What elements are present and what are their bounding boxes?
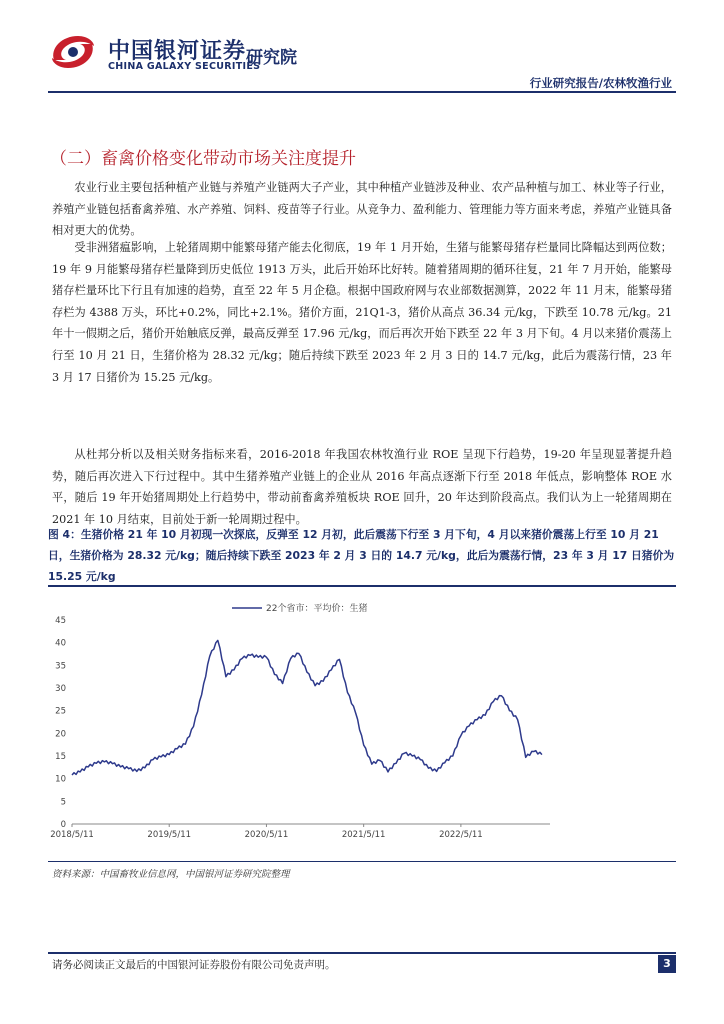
x-tick-label-3: 2021/5/11 — [341, 830, 386, 840]
legend-label: 22个省市：平均价：生猪 — [266, 604, 368, 614]
footer-divider — [48, 952, 676, 954]
page-number: 3 — [658, 955, 676, 973]
y-tick-label-6: 30 — [55, 684, 66, 694]
header-divider — [48, 91, 676, 93]
chart-legend — [232, 602, 367, 614]
y-tick-label-8: 40 — [55, 638, 66, 649]
institute-label: 研究院 — [246, 48, 297, 68]
source-divider — [48, 861, 676, 862]
y-tick-label-2: 10 — [55, 774, 66, 785]
hog-price-line — [72, 640, 542, 775]
paragraph-hog-cycle: 受非洲猪瘟影响，上轮猪周期中能繁母猪产能去化彻底，19 年 1 月开始，生猪与能繁母猪存栏量同比降幅达到两位数；19 年 9 月能繁母猪存栏量降到历史低位 1913 万头，此后开始环比好转。随着猪周期的循环往复，21 年 7 月开始，能繁母猪存栏量环比下行且有加速的趋势，直至 22 年 5 月企稳。根据中国政府网与农业部数据测算，2022 年 11 月末，能繁母猪存栏为 4388 万头，环比+0.2%，同比+2.1%。猪价方面，21Q1-3，猪价从高点 36.34 元/kg，下跌至 10.78 元/kg。21 年十一假期之后，猪价开始触底反弹，最高反弹至 17.96 元/kg，而后再次开始下跌至 22 年 3 月下旬。4 月以来猪价震荡上行至 10 月 21 日，生猪价格为 28.32 元/kg；随后持续下跌至 2023 年 2 月 3 日的 14.7 元/kg，此后为震荡行情，23 年 3 月 17 日猪价为 15.25 元/kg。 — [52, 241, 672, 384]
y-tick-label-5: 25 — [55, 706, 66, 717]
hog-price-chart — [40, 596, 560, 841]
brand-name-en: CHINA GALAXY SECURITIES — [108, 61, 261, 72]
y-tick-label-7: 35 — [55, 661, 66, 672]
y-tick-label-1: 5 — [60, 797, 66, 808]
y-axis — [55, 616, 66, 830]
x-tick-label-4: 2022/5/11 — [439, 830, 483, 840]
logo-dot — [68, 47, 78, 57]
y-tick-label-4: 20 — [55, 729, 66, 740]
x-tick-label-2: 2020/5/11 — [244, 830, 289, 840]
y-tick-label-9: 45 — [55, 616, 66, 626]
footer-disclaimer: 请务必阅读正文最后的中国银河证券股份有限公司免责声明。 — [52, 959, 336, 971]
galaxy-logo-icon — [48, 30, 98, 74]
y-tick-label-3: 15 — [55, 752, 66, 762]
report-type-label: 行业研究报告/农林牧渔行业 — [529, 76, 672, 90]
y-tick-label-0: 0 — [60, 820, 66, 830]
x-tick-label-0: 2018/5/11 — [50, 830, 94, 840]
figure-caption: 图 4：生猪价格 21 年 10 月初现一次探底，反弹至 12 月初，此后震荡下行至 3 月下旬，4 月以来猪价震荡上行至 10 月 21 日，生猪价格为 28.32 元/kg；随后持续下跌至 2023 年 2 月 3 日的 14.7 元/kg，此后为震荡行情，23 年 3 月 17 日猪价为 15.25 元/kg — [48, 528, 675, 583]
x-tick-label-1: 2019/5/11 — [147, 830, 192, 840]
section-title: （二）畜禽价格变化带动市场关注度提升 — [50, 149, 356, 169]
paragraph-dupont-roe: 从杜邦分析以及相关财务指标来看，2016-2018 年我国农林牧渔行业 ROE 呈现下行趋势，19-20 年呈现显著提升趋势，随后再次进入下行过程中。其中生猪养殖产业链上的企业从 2016 年高点逐渐下行至 2018 年低点，影响整体 ROE 水平，随后 19 年开始猪周期处上行趋势中，带动前畜禽养殖板块 ROE 回升，20 年达到阶段高点。我们认为上一轮猪周期在 2021 年 10 月结束，目前处于新一轮周期过程中。 — [52, 448, 672, 526]
caption-divider — [48, 585, 676, 587]
paragraph-industry-structure: 农业行业主要包括种植产业链与养殖产业链两大子产业，其中种植产业链涉及种业、农产品种植与加工、林业等子行业，养殖产业链包括畜禽养殖、水产养殖、饲料、疫苗等子行业。从竞争力、盈利能力、管理能力等方面来考虑，养殖产业链具备相对更大的优势。 — [52, 181, 672, 238]
x-axis — [50, 824, 550, 840]
source-note: 资料来源：中国畜牧业信息网，中国银河证券研究院整理 — [52, 869, 290, 880]
brand-name-cn: 中国银河证券 — [108, 39, 247, 64]
